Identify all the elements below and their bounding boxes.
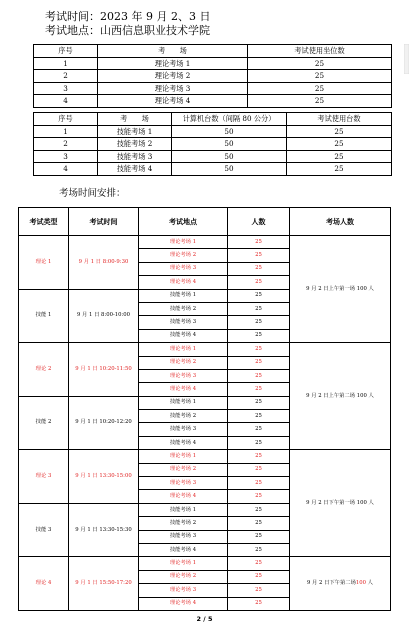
headcount-cell: 25 bbox=[228, 356, 290, 369]
headcount-cell: 25 bbox=[228, 262, 290, 275]
session-note-count: 100 bbox=[355, 580, 366, 587]
exam-time-cell: 9 月 1 日 10:20-12:20 bbox=[69, 396, 139, 450]
schedule-row bbox=[19, 343, 391, 356]
column-header: 计算机台数（间隔 80 公分） bbox=[172, 113, 287, 126]
column-header: 考试时间 bbox=[69, 208, 139, 236]
page-edge-marker-icon bbox=[404, 44, 409, 74]
column-header: 考试地点 bbox=[139, 208, 228, 236]
exam-room-cell: 理论考场 1 bbox=[139, 557, 228, 570]
column-header: 考 场 bbox=[98, 113, 172, 126]
session-note-prefix: 9 月 2 日下午第二场 bbox=[307, 580, 356, 587]
headcount-cell: 25 bbox=[228, 329, 290, 342]
table-cell: 25 bbox=[287, 163, 392, 176]
column-header: 考试使用坐位数 bbox=[248, 45, 392, 58]
headcount-cell: 25 bbox=[228, 436, 290, 449]
exam-room-cell: 理论考场 2 bbox=[139, 356, 228, 369]
exam-room-cell: 理论考场 4 bbox=[139, 276, 228, 289]
exam-type-cell: 技能 3 bbox=[19, 503, 69, 557]
exam-room-cell: 理论考场 3 bbox=[139, 584, 228, 597]
column-header: 序号 bbox=[34, 113, 98, 126]
table-cell: 25 bbox=[248, 82, 392, 95]
headcount-cell: 25 bbox=[228, 236, 290, 249]
table-cell: 50 bbox=[172, 138, 287, 151]
exam-room-cell: 理论考场 3 bbox=[139, 477, 228, 490]
exam-room-cell: 理论考场 2 bbox=[139, 463, 228, 476]
table-cell: 4 bbox=[34, 163, 98, 176]
table-cell: 2 bbox=[34, 138, 98, 151]
schedule-row bbox=[19, 450, 391, 463]
exam-schedule-table bbox=[18, 207, 391, 611]
table-cell: 理论考场 1 bbox=[98, 57, 248, 70]
exam-room-cell: 技能考场 1 bbox=[139, 503, 228, 516]
table-row bbox=[34, 82, 392, 95]
column-header: 考场人数 bbox=[290, 208, 391, 236]
exam-room-cell: 技能考场 4 bbox=[139, 436, 228, 449]
headcount-cell: 25 bbox=[228, 463, 290, 476]
table-cell: 25 bbox=[248, 70, 392, 83]
exam-type-cell: 理论 1 bbox=[19, 236, 69, 290]
table-header-row bbox=[34, 45, 392, 58]
exam-room-cell: 技能考场 2 bbox=[139, 517, 228, 530]
exam-room-cell: 理论考场 3 bbox=[139, 262, 228, 275]
table-row bbox=[34, 95, 392, 108]
headcount-cell: 25 bbox=[228, 450, 290, 463]
table-cell: 1 bbox=[34, 57, 98, 70]
exam-time-line: 考试时间：2023 年 9 月 2、3 日 bbox=[45, 10, 211, 23]
table-cell: 25 bbox=[287, 138, 392, 151]
exam-room-cell: 理论考场 1 bbox=[139, 450, 228, 463]
table-row bbox=[34, 138, 392, 151]
exam-room-cell: 理论考场 2 bbox=[139, 570, 228, 583]
table-row bbox=[34, 57, 392, 70]
table-cell: 理论考场 2 bbox=[98, 70, 248, 83]
table-row bbox=[34, 163, 392, 176]
exam-room-cell: 理论考场 4 bbox=[139, 597, 228, 610]
table-cell: 3 bbox=[34, 150, 98, 163]
exam-room-cell: 技能考场 3 bbox=[139, 316, 228, 329]
column-header: 考 场 bbox=[98, 45, 248, 58]
table-cell: 技能考场 2 bbox=[98, 138, 172, 151]
table-cell: 技能考场 1 bbox=[98, 125, 172, 138]
exam-room-cell: 技能考场 1 bbox=[139, 396, 228, 409]
column-header: 序号 bbox=[34, 45, 98, 58]
exam-time-cell: 9 月 1 日 13:30-15:30 bbox=[69, 503, 139, 557]
table-cell: 25 bbox=[287, 150, 392, 163]
table-cell: 2 bbox=[34, 70, 98, 83]
headcount-cell: 25 bbox=[228, 249, 290, 262]
table-cell: 25 bbox=[248, 57, 392, 70]
session-note-suffix: 人 bbox=[366, 580, 373, 587]
headcount-cell: 25 bbox=[228, 316, 290, 329]
table-cell: 25 bbox=[287, 125, 392, 138]
headcount-cell: 25 bbox=[228, 289, 290, 302]
exam-type-cell: 技能 1 bbox=[19, 289, 69, 343]
schedule-title: 考场时间安排： bbox=[59, 188, 126, 199]
headcount-cell: 25 bbox=[228, 597, 290, 610]
table-cell: 理论考场 4 bbox=[98, 95, 248, 108]
column-header: 人数 bbox=[228, 208, 290, 236]
table-cell: 理论考场 3 bbox=[98, 82, 248, 95]
headcount-cell: 25 bbox=[228, 584, 290, 597]
skill-room-table bbox=[33, 112, 392, 176]
exam-time-cell: 9 月 1 日 13:30-15:00 bbox=[69, 450, 139, 504]
column-header: 考试类型 bbox=[19, 208, 69, 236]
exam-type-cell: 技能 2 bbox=[19, 396, 69, 450]
exam-room-cell: 技能考场 4 bbox=[139, 543, 228, 556]
column-header: 考试使用台数 bbox=[287, 113, 392, 126]
table-row bbox=[34, 150, 392, 163]
exam-room-cell: 技能考场 2 bbox=[139, 410, 228, 423]
headcount-cell: 25 bbox=[228, 343, 290, 356]
session-note-cell: 9 月 2 日上午第二场 100 人 bbox=[290, 343, 391, 450]
exam-room-cell: 技能考场 1 bbox=[139, 289, 228, 302]
exam-type-cell: 理论 4 bbox=[19, 557, 69, 611]
exam-room-cell: 理论考场 1 bbox=[139, 236, 228, 249]
table-cell: 技能考场 4 bbox=[98, 163, 172, 176]
headcount-cell: 25 bbox=[228, 530, 290, 543]
headcount-cell: 25 bbox=[228, 543, 290, 556]
schedule-header-row bbox=[19, 208, 391, 236]
exam-type-cell: 理论 3 bbox=[19, 450, 69, 504]
headcount-cell: 25 bbox=[228, 557, 290, 570]
page-number: 2 / 5 bbox=[196, 615, 213, 623]
exam-room-cell: 技能考场 4 bbox=[139, 329, 228, 342]
schedule-row bbox=[19, 236, 391, 249]
exam-time-cell: 9 月 1 日 8:00-9:30 bbox=[69, 236, 139, 290]
exam-room-cell: 技能考场 2 bbox=[139, 302, 228, 315]
table-cell: 50 bbox=[172, 125, 287, 138]
table-cell: 50 bbox=[172, 163, 287, 176]
exam-room-cell: 理论考场 2 bbox=[139, 249, 228, 262]
exam-time-cell: 9 月 1 日 15:50-17:20 bbox=[69, 557, 139, 611]
headcount-cell: 25 bbox=[228, 517, 290, 530]
schedule-row bbox=[19, 557, 391, 570]
exam-type-cell: 理论 2 bbox=[19, 343, 69, 397]
table-cell: 1 bbox=[34, 125, 98, 138]
exam-room-cell: 技能考场 3 bbox=[139, 530, 228, 543]
table-row bbox=[34, 70, 392, 83]
session-note-cell-last bbox=[290, 557, 391, 611]
headcount-cell: 25 bbox=[228, 383, 290, 396]
exam-room-cell: 理论考场 1 bbox=[139, 343, 228, 356]
headcount-cell: 25 bbox=[228, 396, 290, 409]
headcount-cell: 25 bbox=[228, 503, 290, 516]
table-cell: 25 bbox=[248, 95, 392, 108]
headcount-cell: 25 bbox=[228, 477, 290, 490]
table-row bbox=[34, 125, 392, 138]
table-header-row bbox=[34, 113, 392, 126]
exam-location-line: 考试地点：山西信息职业技术学院 bbox=[45, 24, 210, 37]
exam-room-cell: 理论考场 4 bbox=[139, 383, 228, 396]
headcount-cell: 25 bbox=[228, 423, 290, 436]
table-cell: 50 bbox=[172, 150, 287, 163]
headcount-cell: 25 bbox=[228, 276, 290, 289]
headcount-cell: 25 bbox=[228, 369, 290, 382]
headcount-cell: 25 bbox=[228, 490, 290, 503]
theory-room-table bbox=[33, 44, 392, 108]
exam-room-cell: 技能考场 3 bbox=[139, 423, 228, 436]
exam-time-cell: 9 月 1 日 10:20-11:50 bbox=[69, 343, 139, 397]
table-cell: 技能考场 3 bbox=[98, 150, 172, 163]
session-note-cell: 9 月 2 日下午第一场 100 人 bbox=[290, 450, 391, 557]
exam-time-cell: 9 月 1 日 8:00-10:00 bbox=[69, 289, 139, 343]
exam-room-cell: 理论考场 3 bbox=[139, 369, 228, 382]
headcount-cell: 25 bbox=[228, 302, 290, 315]
session-note-cell: 9 月 2 日上午第一场 100 人 bbox=[290, 236, 391, 343]
headcount-cell: 25 bbox=[228, 570, 290, 583]
exam-room-cell: 理论考场 4 bbox=[139, 490, 228, 503]
headcount-cell: 25 bbox=[228, 410, 290, 423]
table-cell: 3 bbox=[34, 82, 98, 95]
table-cell: 4 bbox=[34, 95, 98, 108]
